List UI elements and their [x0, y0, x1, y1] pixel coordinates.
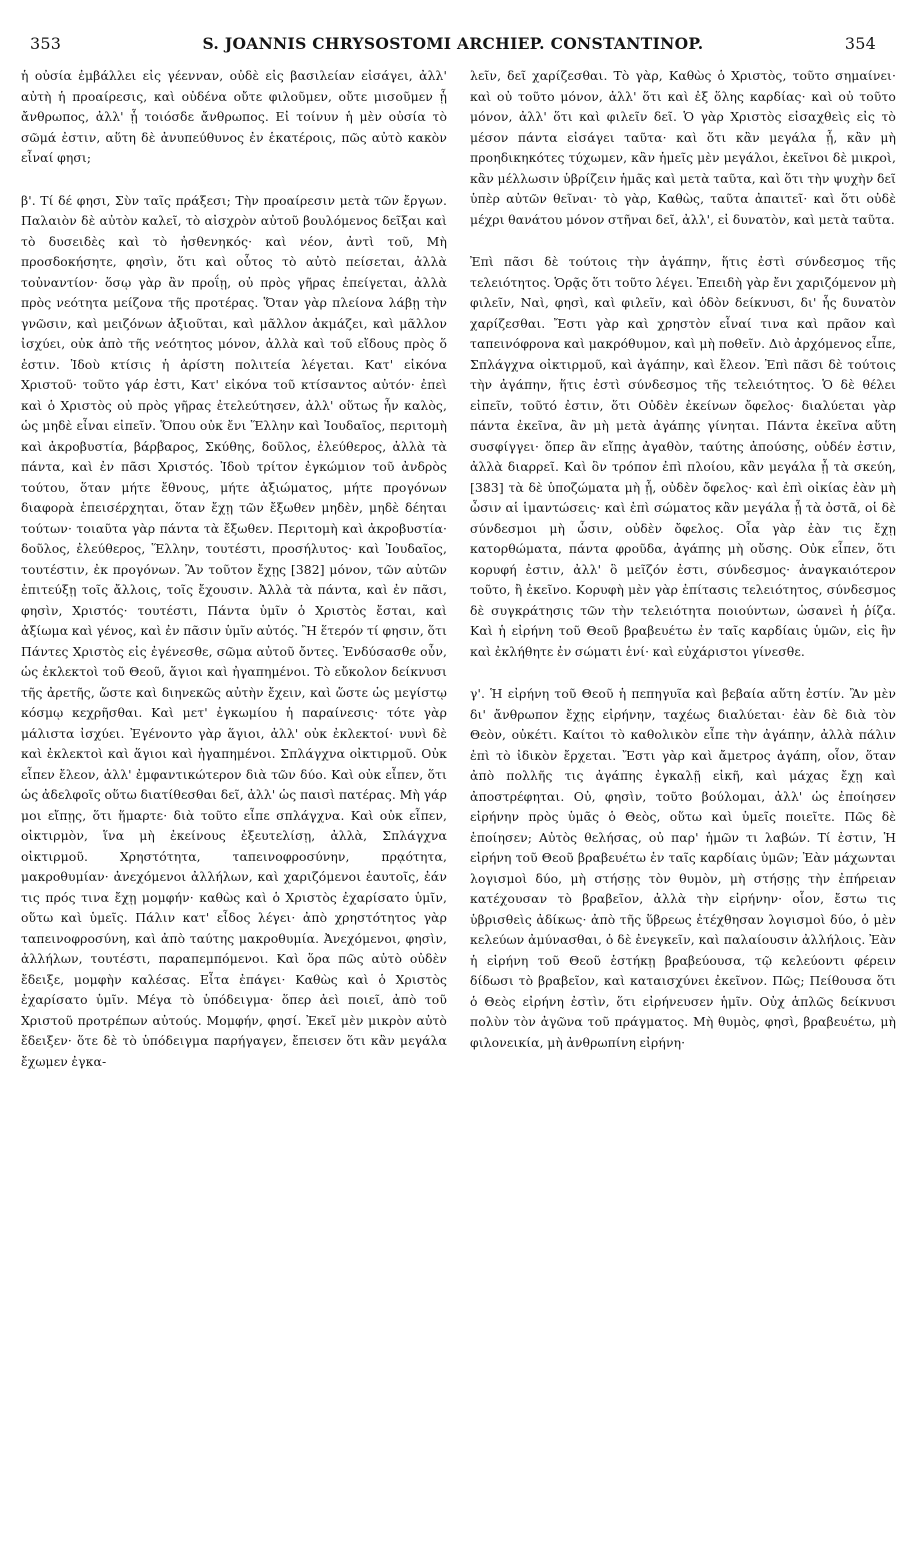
- left-column: [21, 66, 447, 1072]
- page-number-left: 353: [30, 34, 62, 53]
- running-title: S. JOANNIS CHRYSOSTOMI ARCHIEP. CONSTANTINOP.: [202, 34, 704, 53]
- running-header: [30, 34, 876, 56]
- paragraph: γ'. Ἡ εἰρήνη τοῦ Θεοῦ ἡ πεπηγυῖα καὶ βεβαία αὕτη ἐστίν. Ἂν μὲν δι' ἄνθρωπον ἔχῃς εἰρήνην, ταχέως διαλύεται· ἐὰν δὲ διὰ τὸν Θεὸν, οὐκέτι. Καίτοι τὸ καθολικὸν εἶπε τὴν ἀγάπην, ἀλλὰ πάλιν ἐπὶ τὸ ἰδικὸν ἔρχεται. Ἔστι γὰρ καὶ ἄμετρος ἀγάπη, οἷον, ὅταν ἀπὸ πολλῆς τις ἀγάπης ἐγκαλῇ εἰκῆ, καὶ μάχας ἔχῃ καὶ ἀποστρέφηται. Οὐ, φησὶν, τοῦτο βούλομαι, ἀλλ' ὡς ἐποίησεν εἰρήνην πρὸς ὑμᾶς ὁ Θεὸς, οὕτω καὶ ὑμεῖς ποιεῖτε. Πῶς δὲ ἐποίησεν; Αὐτὸς θελήσας, οὐ παρ' ἡμῶν τι λαβών. Τί ἐστιν, Ἡ εἰρήνη τοῦ Θεοῦ βραβευέτω ἐν ταῖς καρδίαις ὑμῶν; Ἐὰν μάχωνται λογισμοὶ δύο, μὴ στήσῃς τὸν θυμὸν, μὴ στήσῃς τὴν ἐπήρειαν κατέχουσαν τὸ βραβεῖον, ἀλλὰ τὴν εἰρήνην· οἷον, ἔστω τις ὑβρισθεὶς ἀδίκως· ἀπὸ τῆς ὕβρεως ἐτέχθησαν λογισμοὶ δύο, ὁ μὲν κελεύων ἀμύνασθαι, ὁ δὲ ἐνεγκεῖν, καὶ παλαίουσιν ἀλλήλοις. Ἐὰν ἡ εἰρήνη τοῦ Θεοῦ ἑστήκῃ βραβεύουσα, τῷ κελεύοντι φέρειν δίδωσι τὸ βραβεῖον, καὶ καταισχύνει ἐκεῖνον. Πῶς; Πείθουσα ὅτι ὁ Θεὸς εἰρήνη ἐστὶν, ὅτι εἰρήνευσεν ἡμῖν. Οὐχ ἁπλῶς δείκνυσι πολὺν τὸν ἀγῶνα τοῦ πράγματος. Μὴ θυμὸς, φησὶ, βραβευέτω, μὴ φιλονεικία, μὴ ἀνθρωπίνη εἰρήνη·: [470, 686, 896, 1050]
- page-number-right: 354: [844, 34, 876, 53]
- paragraph: ἡ οὐσία ἐμβάλλει εἰς γέενναν, οὐδὲ εἰς βασιλείαν εἰσάγει, ἀλλ' αὐτὴ ἡ προαίρεσις, καὶ οὐδένα οὔτε φιλοῦμεν, οὔτε μισοῦμεν ᾗ ἄνθρωπος, ἀλλ' ᾗ τοιόσδε ἄνθρωπος. Εἰ τοίνυν ἡ μὲν οὐσία τὸ σῶμά ἐστιν, αὕτη δὲ ἀνυπεύθυνος ἐν ἑκατέροις, πῶς αὐτὸ κακὸν εἶναί φησι;: [21, 68, 447, 165]
- paragraph: β'. Τί δέ φησι, Σὺν ταῖς πράξεσι; Τὴν προαίρεσιν μετὰ τῶν ἔργων. Παλαιὸν δὲ αὐτὸν καλεῖ, τὸ αἰσχρὸν αὐτοῦ βουλόμενος δεῖξαι καὶ τὸ δυσειδὲς καὶ τὸ ἠσθενηκός· καὶ νέον, ἀντὶ τοῦ, Μὴ προσδοκήσητε, φησὶν, ὅτι καὶ οὗτος τὸ αὐτὸ πείσεται, ἀλλὰ τοὐναντίον· ὅσῳ γὰρ ἂν προΐῃ, οὐ πρὸς γῆρας ἐπείγεται, ἀλλὰ πρὸς νεότητα μείζονα τῆς προτέρας. Ὅταν γὰρ πλείονα λάβῃ τὴν γνῶσιν, καὶ μειζόνων ἀξιοῦται, καὶ μᾶλλον ἀκμάζει, καὶ μᾶλλον ἰσχύει, οὐκ ἀπὸ τῆς νεότητος μόνον, ἀλλὰ καὶ τοῦ εἴδους πρὸς ὅ ἐστιν. Ἰδοὺ κτίσις ἡ ἀρίστη πολιτεία λέγεται. Κατ' εἰκόνα Χριστοῦ· τοῦτο γάρ ἐστι, Κατ' εἰκόνα τοῦ κτίσαντος αὐτόν· ἐπεὶ καὶ ὁ Χριστὸς οὐ πρὸς γῆρας ἐτελεύτησεν, ἀλλ' οὕτως ἦν καλὸς, ὡς μηδὲ εἶναι εἰπεῖν. Ὅπου οὐκ ἔνι Ἕλλην καὶ Ἰουδαῖος, περιτομὴ καὶ ἀκροβυστία, βάρβαρος, Σκύθης, δοῦλος, ἐλεύθερος, ἀλλὰ τὰ πάντα, καὶ ἐν πᾶσι Χριστός. Ἰδοὺ τρίτον ἐγκώμιον τοῦ ἀνδρὸς τούτου, ὅταν μήτε ἔθνους, μήτε ἀξιώματος, μήτε προγόνων διαφορὰ ἐπεισέρχηται, ὅταν ἔχῃ τῶν ἔξωθεν μηδὲν, μηδὲ δέηται τούτων· τοιαῦτα γὰρ πάντα τὰ ἔξωθεν. Περιτομὴ καὶ ἀκροβυστία· δοῦλος, ἐλεύθερος, Ἕλλην, τουτέστι, προσήλυτος· καὶ Ἰουδαῖος, τουτέστιν, ἐκ προγόνων. Ἂν τοῦτον ἔχῃς [382] μόνον, τῶν αὐτῶν ἐπιτεύξῃ τοῖς ἄλλοις, τοῖς ἔχουσιν. Ἀλλὰ τὰ πάντα, καὶ ἐν πᾶσι, φησὶν, Χριστός· τουτέστι, Πάντα ὑμῖν ὁ Χριστὸς ἔσται, καὶ ἀξίωμα καὶ γένος, καὶ ἐν πᾶσιν ὑμῖν αὐτός. Ἢ ἕτερόν τί φησιν, ὅτι Πάντες Χριστὸς εἰς ἐγένεσθε, σῶμα αὐτοῦ ὄντες. Ἐνδύσασθε οὖν, ὡς ἐκλεκτοὶ τοῦ Θεοῦ, ἅγιοι καὶ ἠγαπημένοι. Τὸ εὔκολον δείκνυσι τῆς ἀρετῆς, ὥστε καὶ διηνεκῶς αὐτὴν ἔχειν, καὶ ὥστε ὡς μεγίστῳ κόσμῳ κεχρῆσθαι. Καὶ μετ' ἐγκωμίου ἡ παραίνεσις· τότε γὰρ μάλιστα ἰσχύει. Ἐγένοντο γὰρ ἅγιοι, ἀλλ' οὐκ ἐκλεκτοί· νυνὶ δὲ καὶ ἐκλεκτοὶ καὶ ἅγιοι καὶ ἠγαπημένοι. Σπλάγχνα οἰκτιρμοῦ. Οὐκ εἶπεν ἔλεον, ἀλλ' ἐμφαντικώτερον διὰ τῶν δύο. Καὶ οὐκ εἶπεν, ὅτι ὡς ἀδελφοῖς οὕτω διατίθεσθαι δεῖ, ἀλλ' ὡς παισὶ πατέρας. Μὴ γάρ μοι εἴπῃς, ὅτι ἥμαρτε· διὰ τοῦτο εἶπε σπλάγχνα. Καὶ οὐκ εἶπεν, οἰκτιρμὸν, ἵνα μὴ ἐκείνους ἐξευτελίσῃ, ἀλλὰ, Σπλάγχνα οἰκτιρμοῦ. Χρηστότητα, ταπεινοφροσύνην, πρᾳότητα, μακροθυμίαν· ἀνεχόμενοι ἀλλήλων, καὶ χαριζόμενοι ἑαυτοῖς, ἐάν τις πρός τινα ἔχῃ μομφήν· καθὼς καὶ ὁ Χριστὸς ἐχαρίσατο ὑμῖν, οὕτω καὶ ὑμεῖς. Πάλιν κατ' εἶδος λέγει· ἀπὸ χρηστότητος γὰρ ταπεινοφροσύνη, καὶ ἀπὸ ταύτης μακροθυμία. Ἀνεχόμενοι, φησὶν, ἀλλήλων, τουτέστι, παραπεμπόμενοι. Καὶ ὅρα πῶς αὐτὸ οὐδὲν ἔδειξε, μομφὴν καλέσας. Εἶτα ἐπάγει· Καθὼς καὶ ὁ Χριστὸς ἐχαρίσατο ὑμῖν. Μέγα τὸ ὑπόδειγμα· ὅπερ ἀεὶ ποιεῖ, ἀπὸ τοῦ Χριστοῦ προτρέπων αὐτούς. Μομφήν, φησί. Ἐκεῖ μὲν μικρὸν αὐτὸ ἔδειξεν· ὅτε δὲ τὸ ὑπόδειγμα παρήγαγεν, ἔπεισεν ὅτι κἂν μεγάλα ἔχωμεν ἐγκα-: [21, 192, 447, 1069]
- paragraph: Ἐπὶ πᾶσι δὲ τούτοις τὴν ἀγάπην, ἥτις ἐστὶ σύνδεσμος τῆς τελειότητος. Ὁρᾷς ὅτι τοῦτο λέγει. Ἐπειδὴ γὰρ ἔνι χαριζόμενον μὴ φιλεῖν, Ναὶ, φησὶ, καὶ φιλεῖν, καὶ ὁδὸν δείκνυσι, δι' ἧς δυνατὸν χαρίζεσθαι. Ἔστι γὰρ καὶ χρηστὸν εἶναί τινα καὶ πρᾶον καὶ ταπεινόφρονα καὶ μακρόθυμον, καὶ μὴ ποθεῖν. Διὸ ἀρχόμενος εἶπε, Σπλάγχνα οἰκτιρμοῦ, καὶ ἀγάπην, καὶ ἔλεον. Ἐπὶ πᾶσι δὲ τούτοις τὴν ἀγάπην, ἥτις ἐστὶ σύνδεσμος τῆς τελειότητος. Ὁ δὲ θέλει εἰπεῖν, τοῦτό ἐστιν, ὅτι Οὐδὲν ἐκείνων ὄφελος· διαλύεται γὰρ πάντα ἐκεῖνα, ἂν μὴ μετὰ ἀγάπης γίνηται. Πάντα ἐκεῖνα αὕτη συσφίγγει· ὅπερ ἂν εἴπῃς ἀγαθὸν, ταύτης ἀπούσης, οὐδέν ἐστιν, ἀλλὰ διαρρεῖ. Καὶ ὃν τρόπον ἐπὶ πλοίου, κἂν μεγάλα ᾖ τὰ σκεύη, [383] τὰ δὲ ὑποζώματα μὴ ᾖ, οὐδὲν ὄφελος· καὶ ἐπὶ οἰκίας ἐὰν μὴ ὦσιν αἱ ἱμαντώσεις· καὶ ἐπὶ σώματος κἂν μεγάλα ᾖ τὰ ὀστᾶ, οἱ δὲ σύνδεσμοι μὴ ὦσιν, οὐδὲν ὄφελος. Οἷα γὰρ ἐὰν τις ἔχῃ κατορθώματα, πάντα φροῦδα, ἀγάπης μὴ οὔσης. Οὐκ εἶπεν, ὅτι κορυφή ἐστιν, ἀλλ' ὃ μεῖζόν ἐστι, σύνδεσμος· ἀναγκαιότερον τοῦτο, ἢ ἐκεῖνο. Κορυφὴ μὲν γὰρ ἐπίτασις τελειότητος, σύνδεσμος δὲ συγκράτησις τῶν τὴν τελειότητα ποιούντων, ὡσανεὶ ἡ ῥίζα. Καὶ ἡ εἰρήνη τοῦ Θεοῦ βραβευέτω ἐν ταῖς καρδίαις ὑμῶν, εἰς ἣν καὶ ἐκλήθητε ἐν σώματι ἑνί· καὶ εὐχάριστοι γίνεσθε.: [470, 254, 896, 659]
- paragraph: λεῖν, δεῖ χαρίζεσθαι. Τὸ γὰρ, Καθὼς ὁ Χριστὸς, τοῦτο σημαίνει· καὶ οὐ τοῦτο μόνον, ἀλλ' ὅτι καὶ ἐξ ὅλης καρδίας· καὶ οὐ τοῦτο μόνον, ἀλλ' ὅτι καὶ φιλεῖν δεῖ. Ὁ γὰρ Χριστὸς εἰσαχθεὶς εἰς τὸ μέσον πάντα εἰσάγει ταῦτα· καὶ ὅτι κἂν μεγάλα ᾖ, κἂν μὴ προηδικηκότες τύχωμεν, κἂν ἡμεῖς μὲν μεγάλοι, ἐκεῖνοι δὲ μικροὶ, κἂν μέλλωσιν ὑβρίζειν ἡμᾶς καὶ μετὰ ταῦτα, καὶ ὅτι τὴν ψυχὴν δεῖ ὑπὲρ αὐτῶν θεῖναι· τὸ γὰρ, Καθὼς, ταῦτα ἀπαιτεῖ· καὶ ὅτι οὐδὲ μέχρι θανάτου μόνον στῆναι δεῖ, ἀλλ', εἰ δυνατὸν, καὶ μετὰ ταῦτα.: [470, 68, 896, 227]
- right-column: [470, 66, 896, 1053]
